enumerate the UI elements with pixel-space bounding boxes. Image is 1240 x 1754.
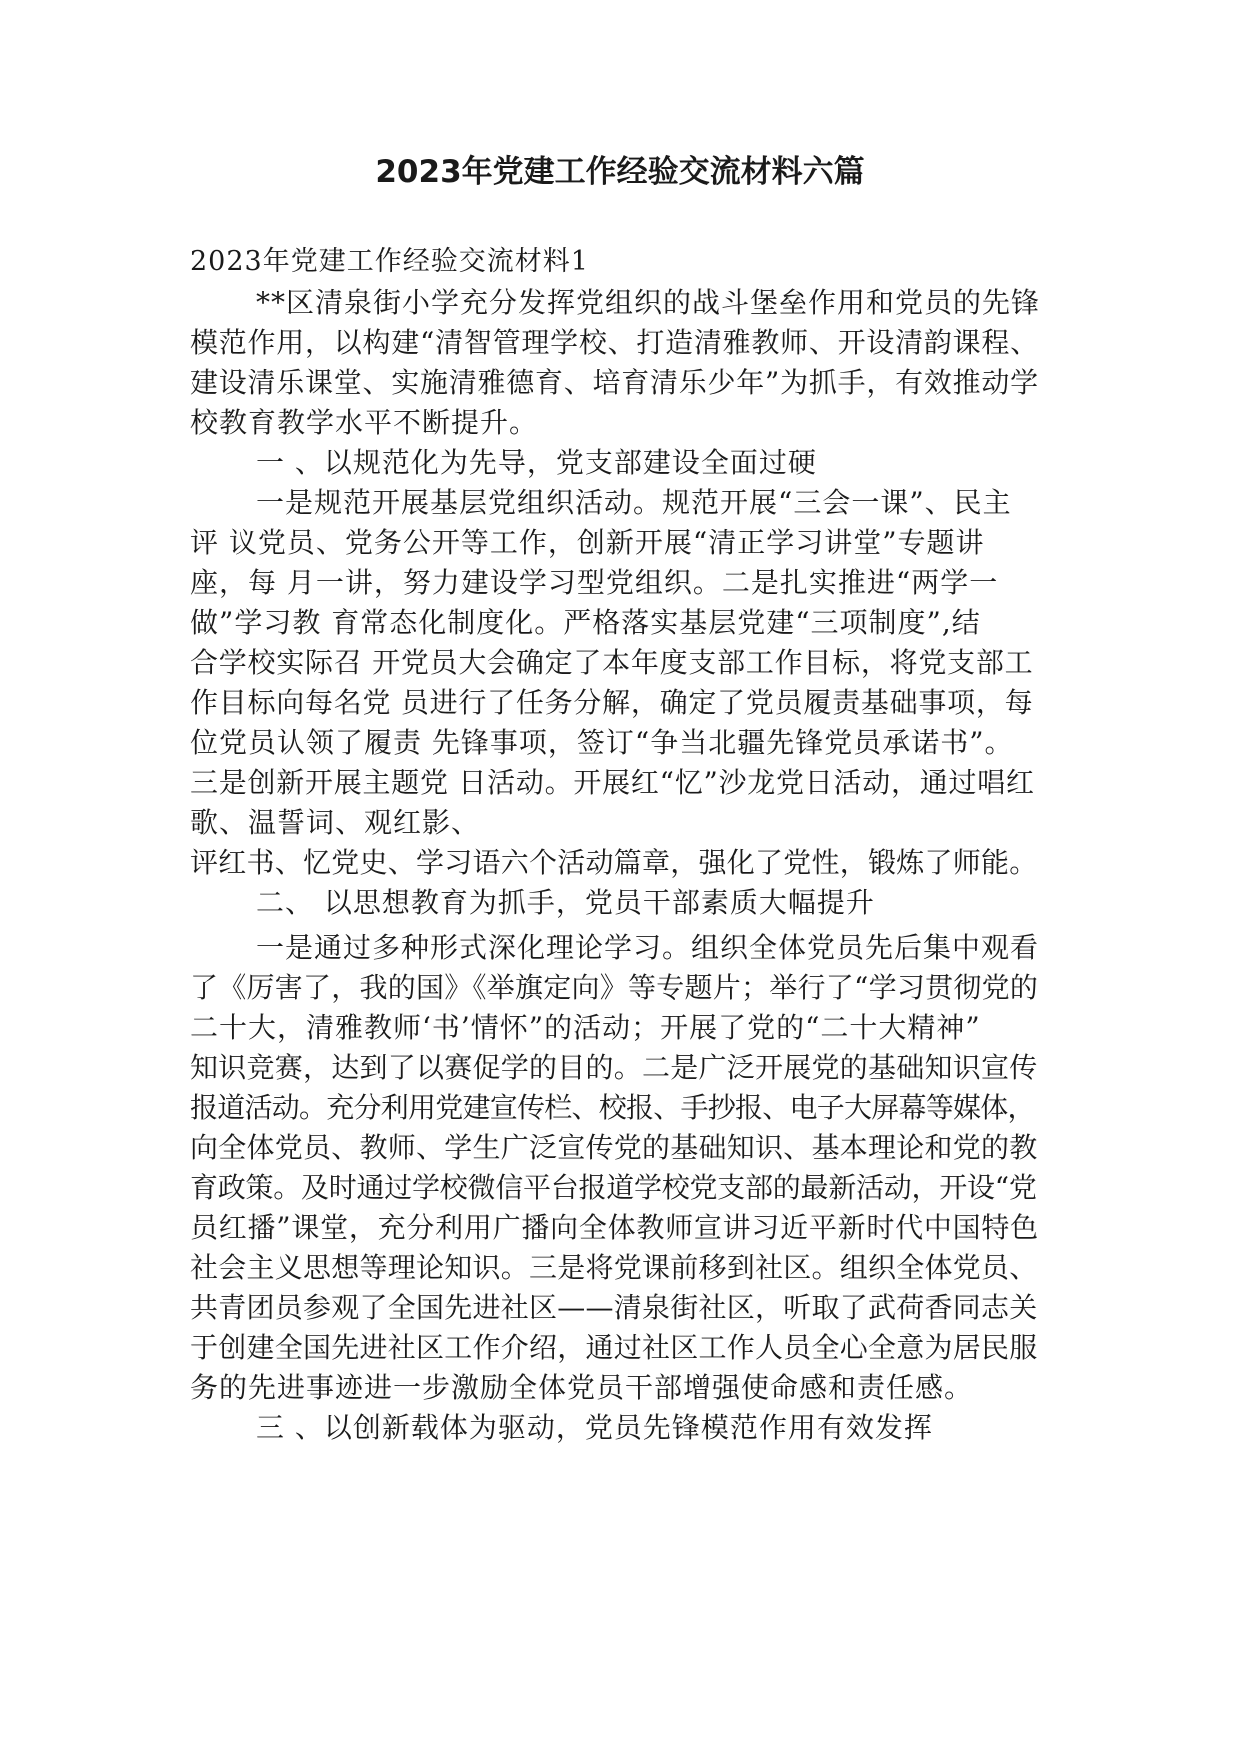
paragraph-line: 建设清乐课堂、实施清雅德育、培育清乐少年”为抓手，有效推动学: [190, 366, 1039, 399]
paragraph-line: 社会主义思想等理论知识。三是将党课前移到社区。组织全体党员、: [190, 1251, 1038, 1284]
section-heading: 二、 以思想教育为抓手，党员干部素质大幅提升: [256, 886, 875, 919]
paragraph-line: 校教育教学水平不断提升。: [190, 406, 539, 439]
section-heading: 三 、以创新载体为驱动，党员先锋模范作用有效发挥: [256, 1411, 933, 1444]
paragraph-line: 员红播”课堂，充分利用广播向全体教师宣讲习近平新时代中国特色: [190, 1211, 1039, 1244]
paragraph-line: 务的先进事迹进一步激励全体党员干部增强使命感和责任感。: [190, 1371, 974, 1404]
paragraph-line: 座，每 月一讲，努力建设学习型党组织。二是扎实推进“两学一: [190, 566, 999, 599]
paragraph-line: 知识竞赛，达到了以赛促学的目的。二是广泛开展党的基础知识宣传: [190, 1051, 1038, 1084]
section-subtitle: 2023年党建工作经验交流材料1: [190, 246, 589, 277]
paragraph-line: 做”学习教 育常态化制度化。严格落实基层党建“三项制度”,结: [190, 606, 981, 639]
paragraph-line: **区清泉街小学充分发挥党组织的战斗堡垒作用和党员的先锋: [256, 286, 1041, 319]
paragraph-line: 于创建全国先进社区工作介绍，通过社区工作人员全心全意为居民服: [190, 1331, 1038, 1364]
paragraph-line: 了《厉害了，我的国》《举旗定向》等专题片；举行了“学习贯彻党的: [190, 971, 1039, 1004]
paragraph-line: 一是规范开展基层党组织活动。规范开展“三会一课”、民主: [256, 486, 1012, 519]
paragraph-line: 评红书、忆党史、学习语六个活动篇章，强化了党性，锻炼了师能。: [190, 846, 1038, 879]
paragraph-line: 二十大，清雅教师‘书’情怀”的活动；开展了党的“二十大精神”: [190, 1011, 981, 1044]
paragraph-line: 报道活动。充分利用党建宣传栏、校报、手抄报、电子大屏幕等媒体，: [190, 1091, 1035, 1124]
paragraph-line: 一是通过多种形式深化理论学习。组织全体党员先后集中观看: [256, 931, 1040, 964]
document-title: 2023年党建工作经验交流材料六篇: [375, 154, 865, 190]
paragraph-line: 作目标向每名党 员进行了任务分解，确定了党员履责基础事项，每: [190, 686, 1034, 719]
paragraph-line: 向全体党员、教师、学生广泛宣传党的基础知识、基本理论和党的教: [190, 1131, 1038, 1164]
paragraph-line: 位党员认领了履责 先锋事项，签订“争当北疆先锋党员承诺书”。: [190, 726, 1014, 759]
paragraph-line: 共青团员参观了全国先进社区——清泉街社区，听取了武荷香同志关: [190, 1291, 1038, 1324]
paragraph-line: 合学校实际召 开党员大会确定了本年度支部工作目标，将党支部工: [190, 646, 1034, 679]
paragraph-line: 三是创新开展主题党 日活动。开展红“忆”沙龙党日活动，通过唱红: [190, 766, 1035, 799]
paragraph-line: 歌、温誓词、观红影、: [190, 806, 481, 839]
section-heading: 一 、以规范化为先导，党支部建设全面过硬: [256, 446, 817, 479]
paragraph-line: 评 议党员、党务公开等工作，创新开展“清正学习讲堂”专题讲: [190, 526, 985, 559]
paragraph-line: 育政策。及时通过学校微信平台报道学校党支部的最新活动，开设“党: [190, 1171, 1037, 1204]
paragraph-line: 模范作用，以构建“清智管理学校、打造清雅教师、开设清韵课程、: [190, 326, 1039, 359]
